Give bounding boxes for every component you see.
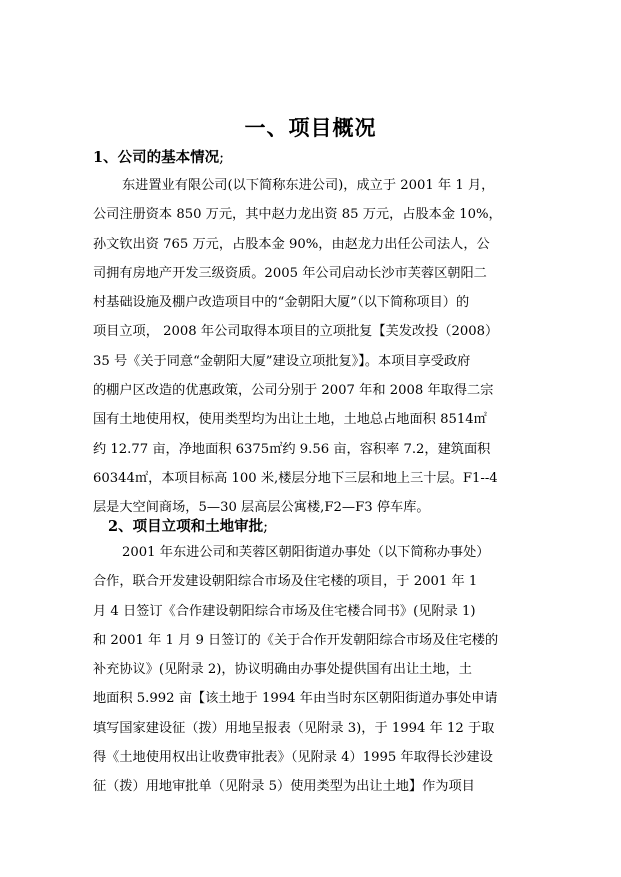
section-heading-text: 2、项目立项和土地审批 [108, 518, 264, 535]
text-line: 月 4 日签订《合作建设朝阳综合市场及住宅楼合同书》(见附录 1) [93, 603, 476, 619]
section-heading-text: 1、公司的基本情况 [93, 149, 220, 166]
text-line: 35 号《关于同意“金朝阳大厦”建设立项批复》】。本项目享受政府 [93, 353, 471, 369]
text-line: 补充协议》(见附录 2)，协议明确由办事处提供国有出让土地，土 [93, 662, 472, 678]
text-line: 和 2001 年 1 月 9 日签订的《关于合作开发朝阳综合市场及住宅楼的 [93, 632, 499, 648]
text-line: 项目立项， 2008 年公司取得本项目的立项批复【芙发改投（2008） [93, 324, 499, 340]
text-line: 征（拨）用地审批单（见附录 5）使用类型为出让土地】作为项目 [93, 779, 475, 795]
paragraph-project-approval [93, 538, 533, 802]
text-line: 地面积 5.992 亩【该土地于 1994 年由当时东区朝阳街道办事处申请 [93, 691, 498, 707]
text-line: 得《土地使用权出让收费审批表》（见附录 4）1995 年取得长沙建设 [93, 750, 493, 766]
text-line: 填写国家建设征（拨）用地呈报表（见附录 3)，于 1994 年 12 于取 [93, 720, 495, 736]
text-line: 司拥有房地产开发三级资质。2005 年公司启动长沙市芙蓉区朝阳二 [93, 265, 487, 281]
section-heading-suffix: ; [219, 150, 224, 166]
page-title: 一、项目概况 [244, 115, 377, 140]
text-line: 约 12.77 亩，净地面积 6375㎡约 9.56 亩，容积率 7.2，建筑面积 [93, 441, 491, 457]
paragraph-company-info [93, 171, 533, 523]
text-line: 村基础设施及棚户改造项目中的“金朝阳大厦”（以下简称项目）的 [93, 295, 470, 311]
text-line: 孙文钦出资 765 万元，占股本金 90%，由赵龙力出任公司法人，公 [93, 236, 490, 252]
section-heading-approval [108, 515, 268, 539]
text-line: 层是大空间商场，5—30 层高层公寓楼,F2—F3 停车库。 [93, 500, 430, 516]
text-line: 国有土地使用权，使用类型均为出让土地，土地总占地面积 8514㎡ [93, 412, 487, 428]
section-heading-suffix: ; [263, 519, 268, 535]
text-line: 合作，联合开发建设朝阳综合市场及住宅楼的项目，于 2001 年 1 [93, 574, 478, 590]
text-line: 60344㎡，本项目标高 100 米,楼层分地下三层和地上三十层。F1--4 [93, 470, 498, 486]
text-line: 公司注册资本 850 万元，其中赵力龙出资 85 万元，占股本金 10%， [93, 207, 502, 223]
text-line: 东进置业有限公司(以下简称东进公司)，成立于 2001 年 1 月， [122, 178, 495, 193]
text-line: 2001 年东进公司和芙蓉区朝阳街道办事处（以下简称办事处） [122, 545, 490, 560]
section-heading-company [93, 146, 224, 170]
text-line: 的棚户区改造的优惠政策，公司分别于 2007 年和 2008 年取得二宗 [93, 383, 494, 399]
